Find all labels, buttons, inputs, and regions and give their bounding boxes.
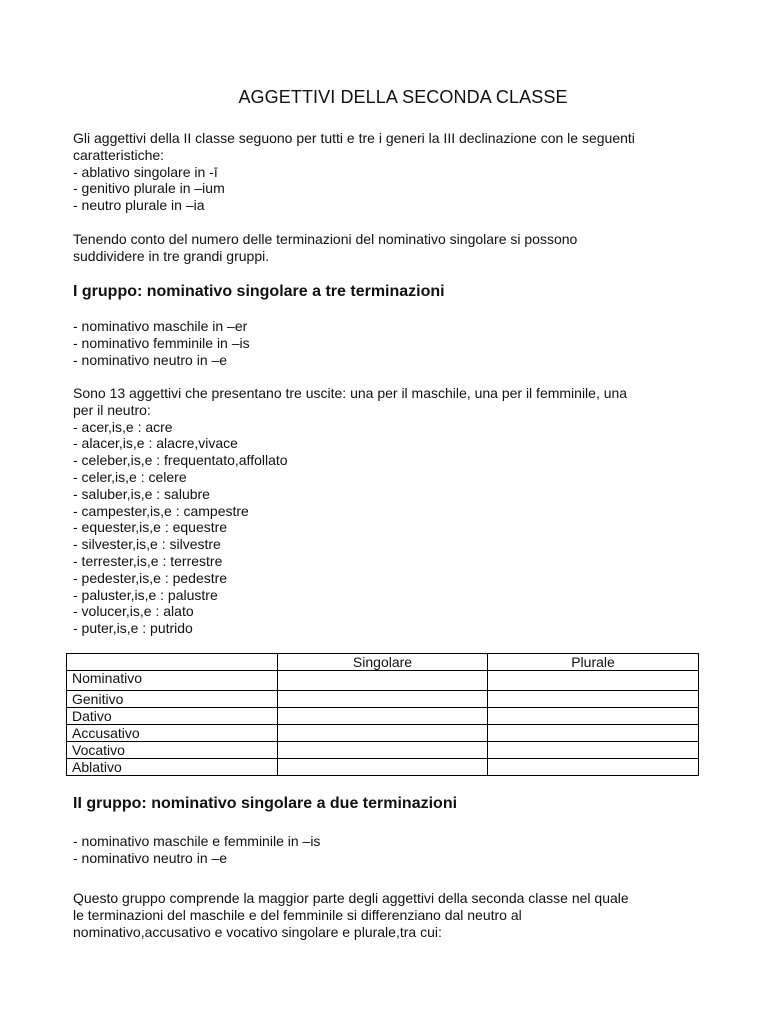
list-item: - nominativo maschile e femminile in –is xyxy=(73,833,321,849)
list-item: - volucer,is,e : alato xyxy=(73,603,194,620)
table-header-row xyxy=(67,654,699,671)
text-line: Gli aggettivi della II classe seguono per tutti e tre i generi la III declinazione con le seguenti xyxy=(73,130,635,146)
text-line: Questo gruppo comprende la maggior parte degli aggettivi della seconda classe nel quale xyxy=(73,890,629,906)
division-paragraph xyxy=(73,231,713,265)
group1-heading: I gruppo: nominativo singolare a tre terminazioni xyxy=(73,283,445,300)
plural-cell xyxy=(488,725,699,742)
table-header-cell xyxy=(67,654,278,671)
list-item: - nominativo neutro in –e xyxy=(73,849,228,866)
table-row xyxy=(67,759,699,776)
singular-cell xyxy=(278,725,488,742)
text-line: - neutro plurale in –ia xyxy=(73,197,205,214)
singular-cell xyxy=(278,691,488,708)
list-item: - saluber,is,e : salubre xyxy=(73,485,210,502)
group2-endings xyxy=(73,833,713,867)
text-line: - genitivo plurale in –ium xyxy=(73,180,225,197)
text-line: - ablativo singolare in -ī xyxy=(73,163,218,180)
group1-endings xyxy=(73,318,713,368)
table-header-cell: Plurale xyxy=(488,654,699,671)
list-item: - puter,is,e : putrido xyxy=(73,620,193,637)
plural-cell xyxy=(488,708,699,725)
list-item: - nominativo neutro in –e xyxy=(73,351,228,368)
plural-cell xyxy=(488,759,699,776)
table-row xyxy=(67,742,699,759)
group2-description xyxy=(73,890,713,940)
list-item: - acer,is,e : acre xyxy=(73,418,173,435)
singular-cell xyxy=(278,708,488,725)
case-cell: Dativo xyxy=(67,708,278,725)
singular-cell xyxy=(278,759,488,776)
list-item: - paluster,is,e : palustre xyxy=(73,586,218,603)
text-line: Tenendo conto del numero delle terminazioni del nominativo singolare si possono xyxy=(73,231,578,247)
list-item: - celeber,is,e : frequentato,affollato xyxy=(73,452,288,469)
table-row xyxy=(67,708,699,725)
list-item: - nominativo maschile in –er xyxy=(73,318,248,334)
plural-cell xyxy=(488,691,699,708)
declension-table xyxy=(66,653,699,776)
plural-cell xyxy=(488,671,699,691)
case-cell: Vocativo xyxy=(67,742,278,759)
case-cell: Nominativo xyxy=(67,671,278,691)
list-item: - campester,is,e : campestre xyxy=(73,502,249,519)
list-item: - alacer,is,e : alacre,vivace xyxy=(73,435,238,452)
text-line: caratteristiche: xyxy=(73,146,165,163)
table-row xyxy=(67,725,699,742)
text-line: per il neutro: xyxy=(73,401,151,418)
text-line: Sono 13 aggettivi che presentano tre uscite: una per il maschile, una per il femminile, una xyxy=(73,385,628,401)
text-line: le terminazioni del maschile e del femminile si differenziano dal neutro al xyxy=(73,906,522,923)
intro-paragraph xyxy=(73,130,713,214)
text-line: suddividere in tre grandi gruppi. xyxy=(73,247,270,264)
singular-cell xyxy=(278,671,488,691)
case-cell: Accusativo xyxy=(67,725,278,742)
page-title: AGGETTIVI DELLA SECONDA CLASSE xyxy=(238,87,568,107)
table-row xyxy=(67,671,699,691)
case-cell: Ablativo xyxy=(67,759,278,776)
plural-cell xyxy=(488,742,699,759)
case-cell: Genitivo xyxy=(67,691,278,708)
list-item: - equester,is,e : equestre xyxy=(73,519,228,536)
table-header-cell: Singolare xyxy=(278,654,488,671)
list-item: - celer,is,e : celere xyxy=(73,468,187,485)
table-row xyxy=(67,691,699,708)
list-item: - terrester,is,e : terrestre xyxy=(73,552,223,569)
text-line: nominativo,accusativo e vocativo singolare e plurale,tra cui: xyxy=(73,923,442,940)
list-item: - silvester,is,e : silvestre xyxy=(73,536,221,553)
group2-heading: II gruppo: nominativo singolare a due terminazioni xyxy=(73,795,458,812)
list-item: - pedester,is,e : pedestre xyxy=(73,569,228,586)
list-item: - nominativo femminile in –is xyxy=(73,334,250,351)
group1-description xyxy=(73,385,713,637)
singular-cell xyxy=(278,742,488,759)
